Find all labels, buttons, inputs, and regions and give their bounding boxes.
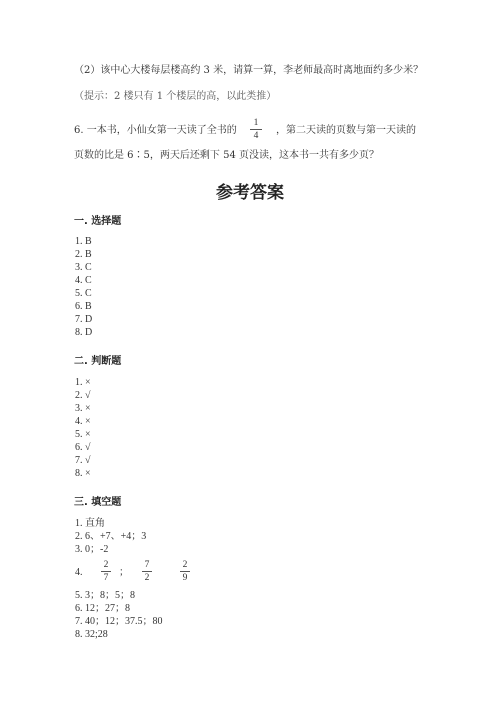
answers-title: 参考答案 (216, 183, 284, 203)
fraction-denominator: 4 (253, 131, 259, 141)
list-item: 1. 直角 (75, 518, 105, 529)
problem5-hint: （提示：2 楼只有 1 个楼层的高，以此类推） (74, 91, 277, 102)
fraction-denominator: 7 (103, 573, 109, 583)
list-item: 2. 6、+7、+4；3 (75, 531, 147, 542)
fraction-numerator: 2 (103, 560, 109, 570)
fill-blank-answer-list-top (75, 517, 146, 556)
fraction-denominator: 9 (182, 573, 188, 583)
list-item: 6. 12；27；8 (75, 603, 130, 614)
list-item: 4. C (75, 275, 92, 286)
list-item: 7. √ (75, 455, 91, 466)
problem5-question: （2）该中心大楼每层楼高约 3 米，请算一算，李老师最高时离地面约多少米？ (74, 65, 424, 76)
list-item: 8. D (75, 327, 93, 338)
list-item: 8. 32;28 (75, 629, 108, 640)
list-item: 5. 3；8；5；8 (75, 590, 135, 601)
item4-fraction-3 (180, 559, 190, 584)
list-item: 6. √ (75, 442, 91, 453)
list-item: 2. √ (75, 390, 91, 401)
list-item: 5. × (75, 429, 91, 440)
fraction-numerator: 7 (144, 560, 150, 570)
list-item: 3. C (75, 262, 92, 273)
problem6-text-start: 6. 一本书，小仙女第一天读了全书的 (74, 125, 237, 136)
list-item: 8. × (75, 468, 91, 479)
section-heading-judgment: 二. 判断题 (74, 356, 122, 367)
list-item: 6. B (75, 301, 92, 312)
list-item: 5. C (75, 288, 92, 299)
fraction-numerator: 2 (182, 560, 188, 570)
problem6-text-end: ，第二天读的页数与第一天读的 (276, 125, 416, 136)
choice-answer-list (75, 235, 92, 339)
problem6-text-line2: 页数的比是 6∶5，两天后还剩下 54 页没读，这本书一共有多少页？ (74, 150, 379, 161)
item4-separator: ； (119, 567, 129, 578)
list-item: 3. 0；-2 (75, 544, 109, 555)
fraction-numerator: 1 (253, 118, 259, 128)
problem6-fraction (250, 117, 262, 142)
item4-fraction-2 (142, 559, 152, 584)
section-heading-fill-blank: 三. 填空题 (74, 497, 122, 508)
fraction-denominator: 2 (144, 573, 150, 583)
item4-fraction-1 (101, 559, 111, 584)
list-item: 1. × (75, 377, 91, 388)
section-heading-choice: 一. 选择题 (74, 216, 122, 227)
list-item: 7. 40；12；37.5；80 (75, 616, 163, 627)
list-item: 1. B (75, 236, 92, 247)
list-item: 7. D (75, 314, 93, 325)
list-item: 2. B (75, 249, 92, 260)
fill-blank-item4-label: 4. (75, 567, 83, 578)
judgment-answer-list (75, 376, 91, 480)
list-item: 3. × (75, 403, 91, 414)
list-item: 4. × (75, 416, 91, 427)
fill-blank-answer-list-bottom (75, 589, 163, 641)
